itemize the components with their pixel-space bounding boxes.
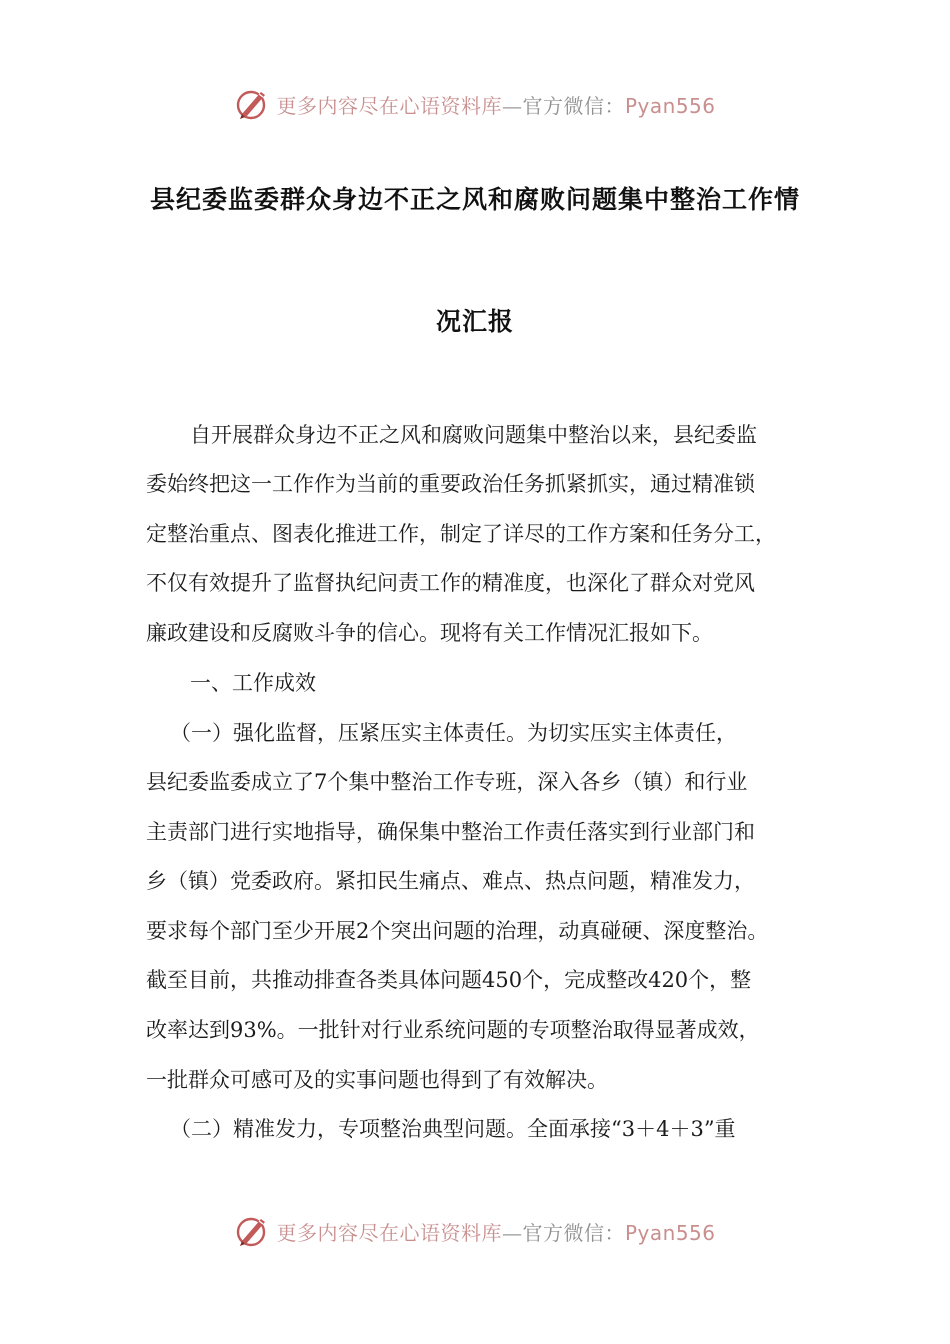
paragraph-line: 不仅有效提升了监督执纪问责工作的精准度，也深化了群众对党风 — [146, 571, 755, 595]
watermark-wechat-id: Pyan556 — [624, 1220, 716, 1245]
document-title-line-1: 县纪委监委群众身边不正之风和腐败问题集中整治工作情 — [149, 185, 800, 214]
paragraph-line: 一批群众可感可及的实事问题也得到了有效解决。 — [146, 1068, 608, 1092]
watermark-brand: 更多内容尽在心语资料库 — [276, 1220, 502, 1245]
watermark-banner-bottom — [0, 1211, 950, 1251]
watermark-brand: 更多内容尽在心语资料库 — [276, 93, 502, 118]
watermark-wechat-label: 官方微信： — [522, 1220, 625, 1245]
watermark-text — [276, 90, 715, 119]
paragraph-line: 县纪委监委成立了7个集中整治工作专班，深入各乡（镇）和行业 — [146, 770, 748, 794]
watermark-wechat-label: 官方微信： — [522, 93, 625, 118]
paragraph-line: 自开展群众身边不正之风和腐败问题集中整治以来，县纪委监 — [190, 423, 757, 447]
watermark-wechat-id: Pyan556 — [624, 93, 716, 118]
paragraph-line: 主责部门进行实地指导，确保集中整治工作责任落实到行业部门和 — [146, 820, 755, 844]
paragraph-line: 廉政建设和反腐败斗争的信心。现将有关工作情况汇报如下。 — [146, 621, 713, 645]
paragraph-line: 改率达到93%。一批针对行业系统问题的专项整治取得显著成效， — [146, 1018, 760, 1042]
pen-logo-icon — [234, 86, 270, 122]
paragraph-line: 要求每个部门至少开展2个突出问题的治理，动真碰硬、深度整治。 — [146, 919, 769, 943]
paragraph-line: （一）强化监督，压紧压实主体责任。为切实压实主体责任， — [170, 721, 737, 745]
subsection-heading-line: （二）精准发力，专项整治典型问题。全面承接“3＋4＋3”重 — [170, 1117, 736, 1141]
document-title-line-2: 况汇报 — [435, 307, 514, 336]
paragraph-line: 定整治重点、图表化推进工作，制定了详尽的工作方案和任务分工， — [146, 522, 776, 546]
watermark-text — [276, 1217, 715, 1246]
watermark-banner-top — [0, 84, 950, 124]
paragraph-line: 委始终把这一工作作为当前的重要政治任务抓紧抓实，通过精准锁 — [146, 472, 755, 496]
pen-logo-icon — [234, 1213, 270, 1249]
paragraph-line: 截至目前，共推动排查各类具体问题450个，完成整改420个，整 — [146, 968, 752, 992]
watermark-dash: — — [501, 93, 523, 118]
paragraph-line: 乡（镇）党委政府。紧扣民生痛点、难点、热点问题，精准发力， — [146, 869, 755, 893]
section-heading: 一、工作成效 — [190, 671, 316, 695]
watermark-dash: — — [501, 1220, 523, 1245]
